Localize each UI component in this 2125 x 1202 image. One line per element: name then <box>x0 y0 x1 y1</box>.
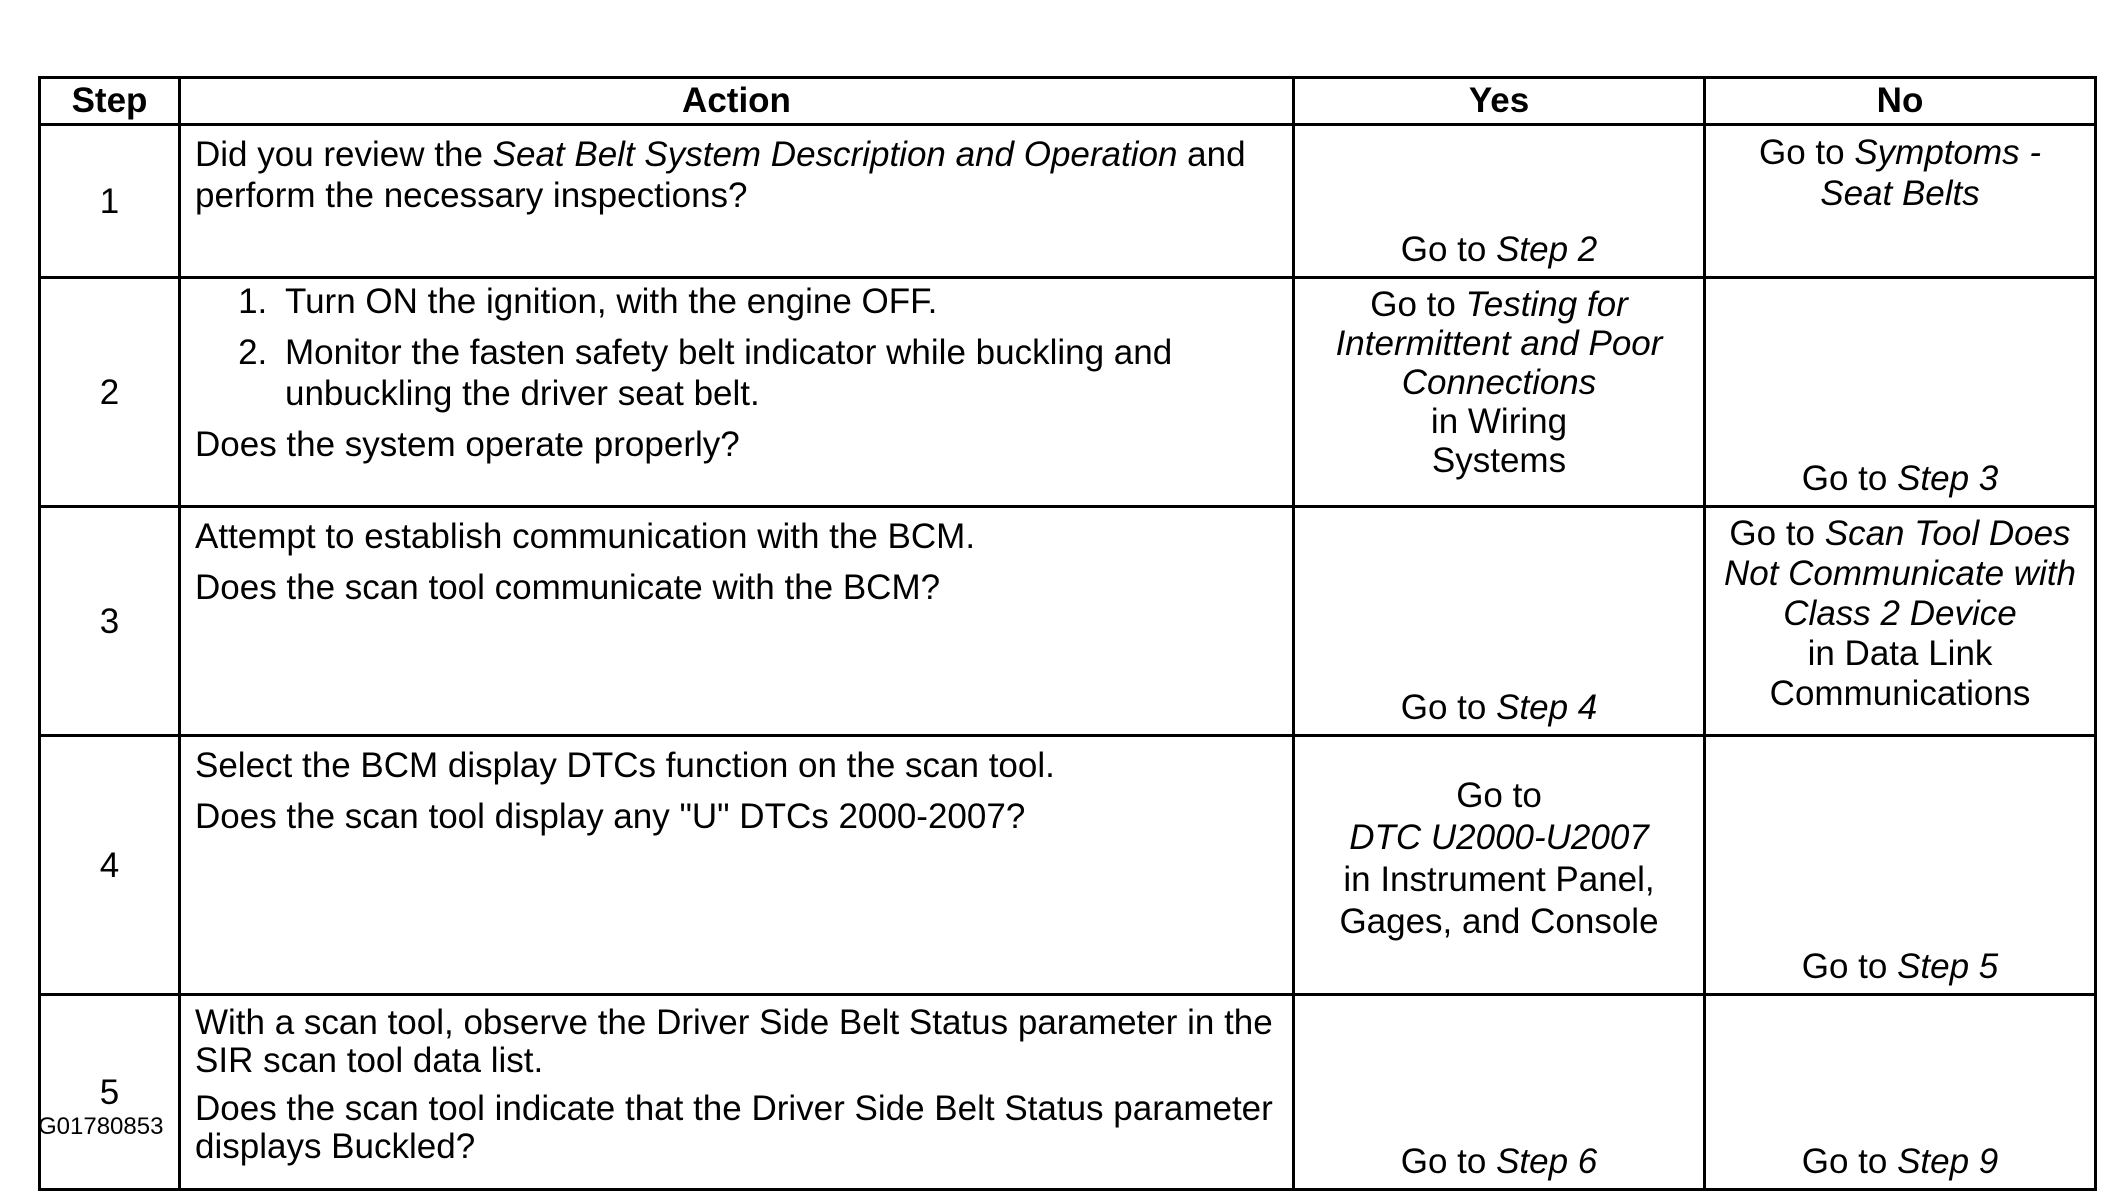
action-text-part: and perform the necessary inspections? <box>195 135 1246 215</box>
yes-cell <box>1294 736 1705 995</box>
table-row <box>40 736 2096 995</box>
action-question: Does the scan tool indicate that the Driver Side Belt Status parameter displays Buckled? <box>195 1089 1273 1166</box>
yes-result <box>1301 285 1697 402</box>
action-step-item: 2. Monitor the fasten safety belt indicator while buckling and unbuckling the driver seat belt. <box>277 332 1278 414</box>
table-row <box>40 507 2096 736</box>
result-prefix: Go to <box>1370 285 1466 324</box>
yes-result <box>1301 1141 1697 1182</box>
action-cell <box>180 995 1294 1190</box>
result-reference: Step 4 <box>1496 688 1598 727</box>
result-reference: Step 6 <box>1496 1142 1598 1181</box>
no-result <box>1712 132 2088 214</box>
action-question: Does the system operate properly? <box>195 425 740 464</box>
yes-result <box>1301 687 1697 728</box>
table-row <box>40 125 2096 278</box>
no-result <box>1712 1141 2088 1182</box>
yes-result <box>1301 229 1697 270</box>
result-reference: Symptoms - Seat Belts <box>1820 133 2042 213</box>
result-prefix: Go to <box>1400 688 1497 727</box>
diagnostic-table <box>38 76 2097 1191</box>
action-question: Does the scan tool communicate with the BCM? <box>195 568 941 607</box>
yes-result-prefix: Go to <box>1456 776 1542 815</box>
result-prefix: Go to <box>1729 514 1825 553</box>
header-yes: Yes <box>1294 78 1705 125</box>
step-number: 2 <box>40 278 180 507</box>
yes-result-suffix: in Instrument Panel, Gages, and Console <box>1339 860 1659 941</box>
action-text <box>195 134 1278 216</box>
action-text-part: Did you review the <box>195 135 493 174</box>
figure-id: G01780853 <box>38 1113 164 1140</box>
action-text: With a scan tool, observe the Driver Side Belt Status parameter in the SIR scan tool data list. <box>195 1003 1273 1080</box>
action-step-item: 1. Turn ON the ignition, with the engine OFF. <box>277 281 1278 322</box>
result-reference: DTC U2000-U2007 <box>1349 818 1649 857</box>
result-prefix: Go to <box>1801 947 1898 986</box>
step-number: 1 <box>40 125 180 278</box>
result-prefix: Go to <box>1801 1142 1898 1181</box>
result-reference: Step 5 <box>1897 947 1999 986</box>
header-step: Step <box>40 78 180 125</box>
yes-cell <box>1294 125 1705 278</box>
no-result <box>1712 514 2088 634</box>
yes-result-reference <box>1301 817 1697 859</box>
result-prefix: Go to <box>1400 1142 1497 1181</box>
result-reference: Step 9 <box>1897 1142 1999 1181</box>
yes-cell <box>1294 507 1705 736</box>
no-cell <box>1705 736 2096 995</box>
table-row <box>40 995 2096 1190</box>
action-question: Does the scan tool display any "U" DTCs 2000-2007? <box>195 797 1026 836</box>
no-cell <box>1705 995 2096 1190</box>
no-cell <box>1705 125 2096 278</box>
result-prefix: Go to <box>1801 459 1898 498</box>
action-cell <box>180 125 1294 278</box>
no-result <box>1712 458 2088 499</box>
result-reference: Scan Tool Does Not Communicate with Class 2 Device <box>1723 514 2077 633</box>
action-text: Select the BCM display DTCs function on the scan tool. <box>195 746 1055 785</box>
step-number: 3 <box>40 507 180 736</box>
diagnostic-table-container <box>38 76 2094 1191</box>
action-text: Attempt to establish communication with the BCM. <box>195 517 976 556</box>
no-result <box>1712 946 2088 987</box>
action-reference: Seat Belt System Description and Operation <box>492 135 1178 174</box>
result-prefix: Go to <box>1400 230 1497 269</box>
yes-result-suffix: in Wiring Systems <box>1430 402 1568 480</box>
action-steps-list <box>195 281 1278 414</box>
yes-cell <box>1294 278 1705 507</box>
result-prefix: Go to <box>1758 133 1855 172</box>
header-no: No <box>1705 78 2096 125</box>
yes-cell <box>1294 995 1705 1190</box>
result-reference: Step 3 <box>1897 459 1999 498</box>
result-reference: Testing for Intermittent and Poor Connections <box>1335 285 1663 402</box>
header-action: Action <box>180 78 1294 125</box>
action-cell <box>180 278 1294 507</box>
action-cell <box>180 507 1294 736</box>
no-cell <box>1705 507 2096 736</box>
no-cell <box>1705 278 2096 507</box>
step-number: 5 <box>40 995 180 1190</box>
header-row <box>40 78 2096 125</box>
no-result-suffix: in Data Link Communications <box>1769 634 2031 713</box>
step-number: 4 <box>40 736 180 995</box>
table-row <box>40 278 2096 507</box>
result-reference: Step 2 <box>1496 230 1598 269</box>
action-cell <box>180 736 1294 995</box>
